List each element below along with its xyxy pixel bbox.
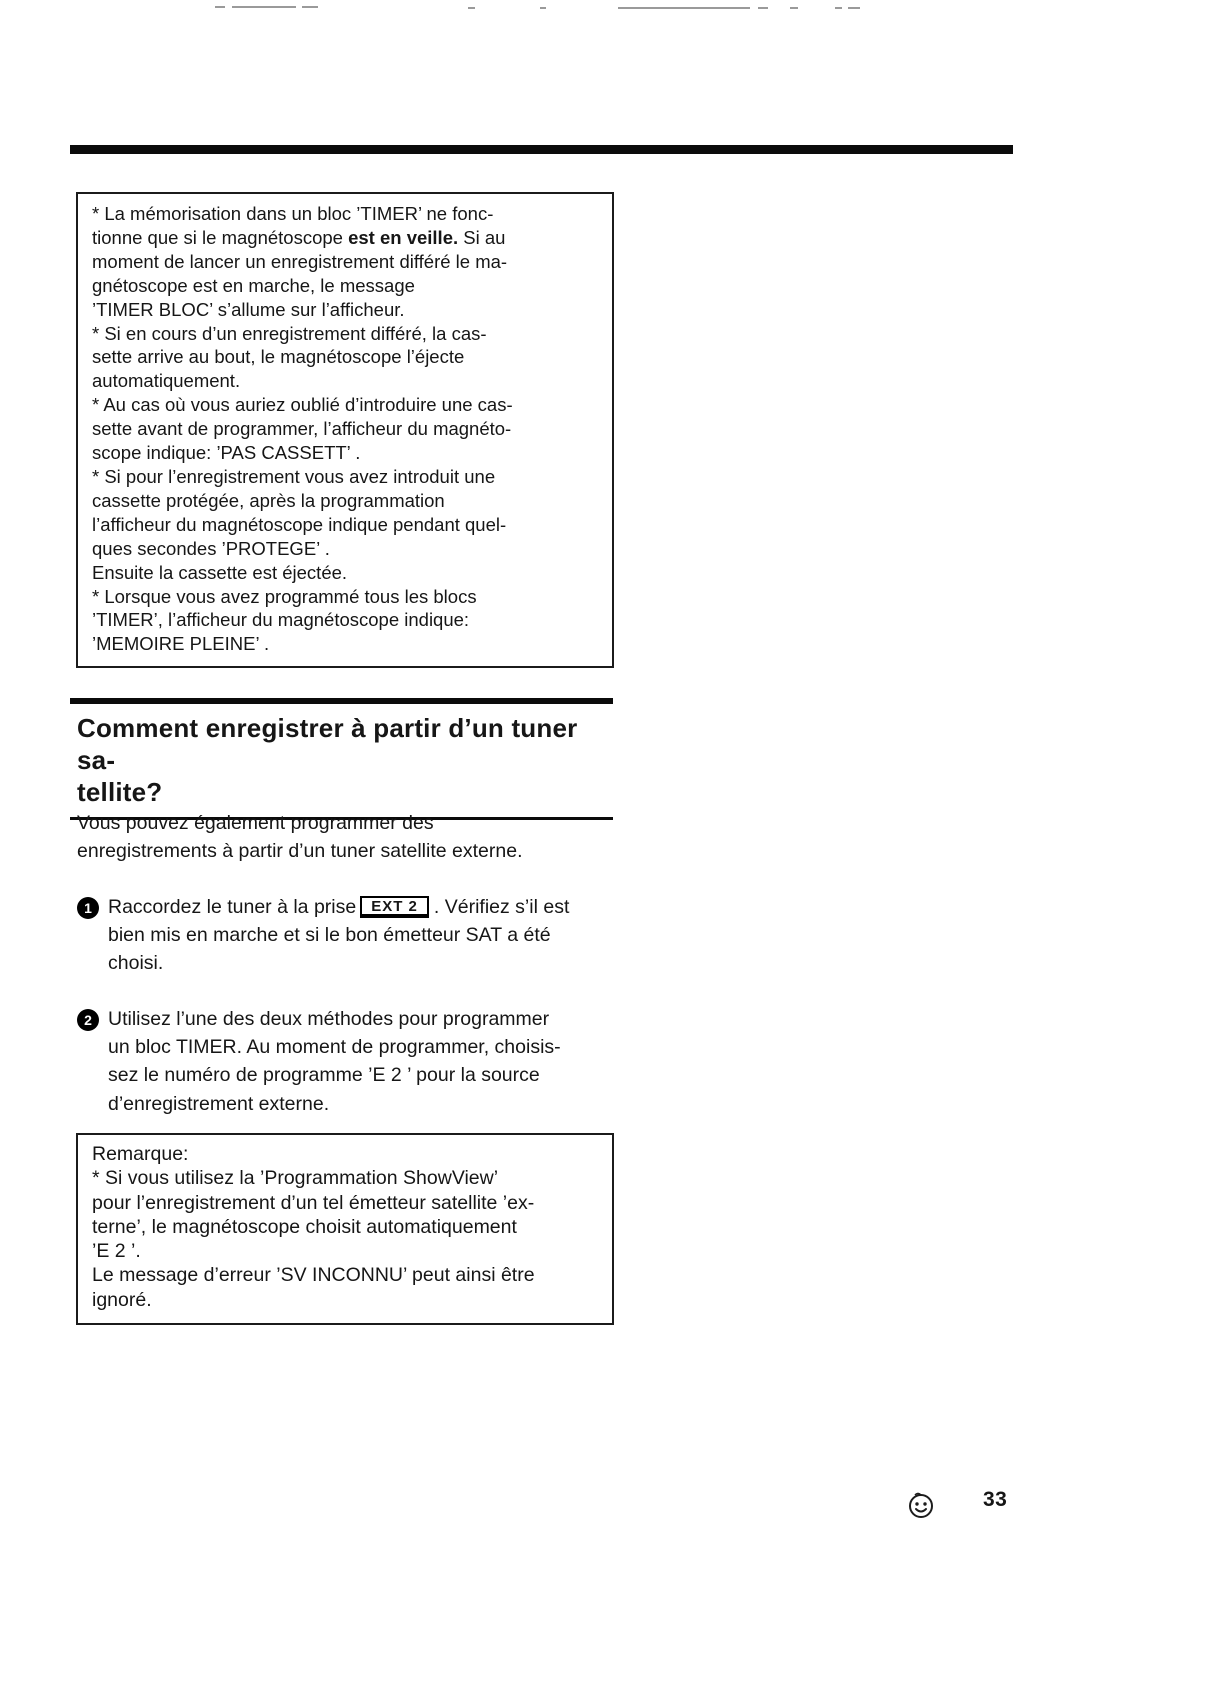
step-number-badge: 1 [77,897,99,919]
scan-artifact [790,7,798,9]
remark-line: ’E 2 ’. [92,1240,141,1263]
note-line: * La mémorisation dans un bloc ’TIMER’ ne fonc- [92,203,494,224]
note-line: sette avant de programmer, l’afficheur du magnéto- [92,418,512,440]
note-line: ques secondes ’PROTEGE’ . [92,537,330,559]
text-line: Raccordez le tuner à la prise EXT 2 . Vérifiez s’il est [108,896,570,918]
page-number: 33 [983,1488,1008,1511]
remark-line: pour l’enregistrement d’un tel émetteur satellite ’ex- [92,1191,535,1214]
note-line: Ensuite la cassette est éjectée. [92,561,348,583]
note-line: moment de lancer un enregistrement différé le ma- [92,250,508,272]
scan-artifact [215,6,225,8]
remark-title: Remarque: [92,1143,189,1165]
step-1 [77,893,683,978]
note-line: * Lorsque vous avez programmé tous les blocs [92,585,477,607]
note-line: scope indique: ’PAS CASSETT’ . [92,442,361,464]
note-line: ’TIMER BLOC’ s’allume sur l’afficheur. [92,298,405,320]
text-line: bien mis en marche et si le bon émetteur SAT a été [108,924,551,947]
note-line: * Au cas où vous auriez oublié d’introduire une cas- [92,394,513,416]
scan-artifact [618,7,750,9]
scan-artifact [232,6,296,8]
text-line: d’enregistrement externe. [108,1092,330,1115]
text-line: Utilisez l’une des deux méthodes pour programmer [108,1008,550,1030]
remark-line: * Si vous utilisez la ’Programmation ShowView’ [92,1167,499,1190]
note-line: gnétoscope est en marche, le message [92,274,415,296]
text-line: un bloc TIMER. Au moment de programmer, choisis- [108,1036,561,1059]
text-line: Vous pouvez également programmer des [77,812,434,834]
remark-box [76,1133,614,1325]
heading-rule-top [70,698,613,704]
scan-artifact [848,7,860,9]
note-line: * Si en cours d’un enregistrement différé, la cas- [92,322,487,344]
remark-line: terne’, le magnétoscope choisit automatiquement [92,1215,517,1238]
scan-artifact [468,7,475,9]
section-title-line: Comment enregistrer à partir d’un tuner sa- [77,713,578,775]
intro-paragraph [77,810,522,865]
smiley-icon [905,1489,937,1521]
note-line: cassette protégée, après la programmation [92,489,445,511]
text-line: choisi. [108,952,164,975]
note-line: ’MEMOIRE PLEINE’ . [92,633,270,655]
note-line: l’afficheur du magnétoscope indique pendant quel- [92,513,507,535]
note-line: sette arrive au bout, le magnétoscope l’éjecte [92,346,465,368]
top-rule [70,145,1013,154]
remark-line: Le message d’erreur ’SV INCONNU’ peut ainsi être [92,1264,535,1287]
section-title [77,712,613,808]
note-line: * Si pour l’enregistrement vous avez introduit une [92,465,496,487]
scan-artifact [758,7,768,9]
step-number-badge: 2 [77,1009,99,1031]
text-line: sez le numéro de programme ’E 2 ’ pour la source [108,1064,540,1087]
section-heading [70,698,613,820]
scan-artifact [302,6,318,8]
ext2-jack-label: EXT 2 [360,896,429,918]
timer-note-box [76,192,614,668]
bold-text: est en veille. [348,226,459,248]
note-line: ’TIMER’, l’afficheur du magnétoscope indique: [92,609,470,631]
text-line: enregistrements à partir d’un tuner satellite externe. [77,839,523,862]
note-line: tionne que si le magnétoscope est en veille. Si au [92,226,506,248]
scan-artifact [540,7,546,9]
note-line: automatiquement. [92,370,241,392]
remark-line: ignoré. [92,1288,152,1311]
section-title-line: tellite? [77,777,163,807]
scan-artifact [835,7,842,9]
step-2 [77,1005,683,1118]
